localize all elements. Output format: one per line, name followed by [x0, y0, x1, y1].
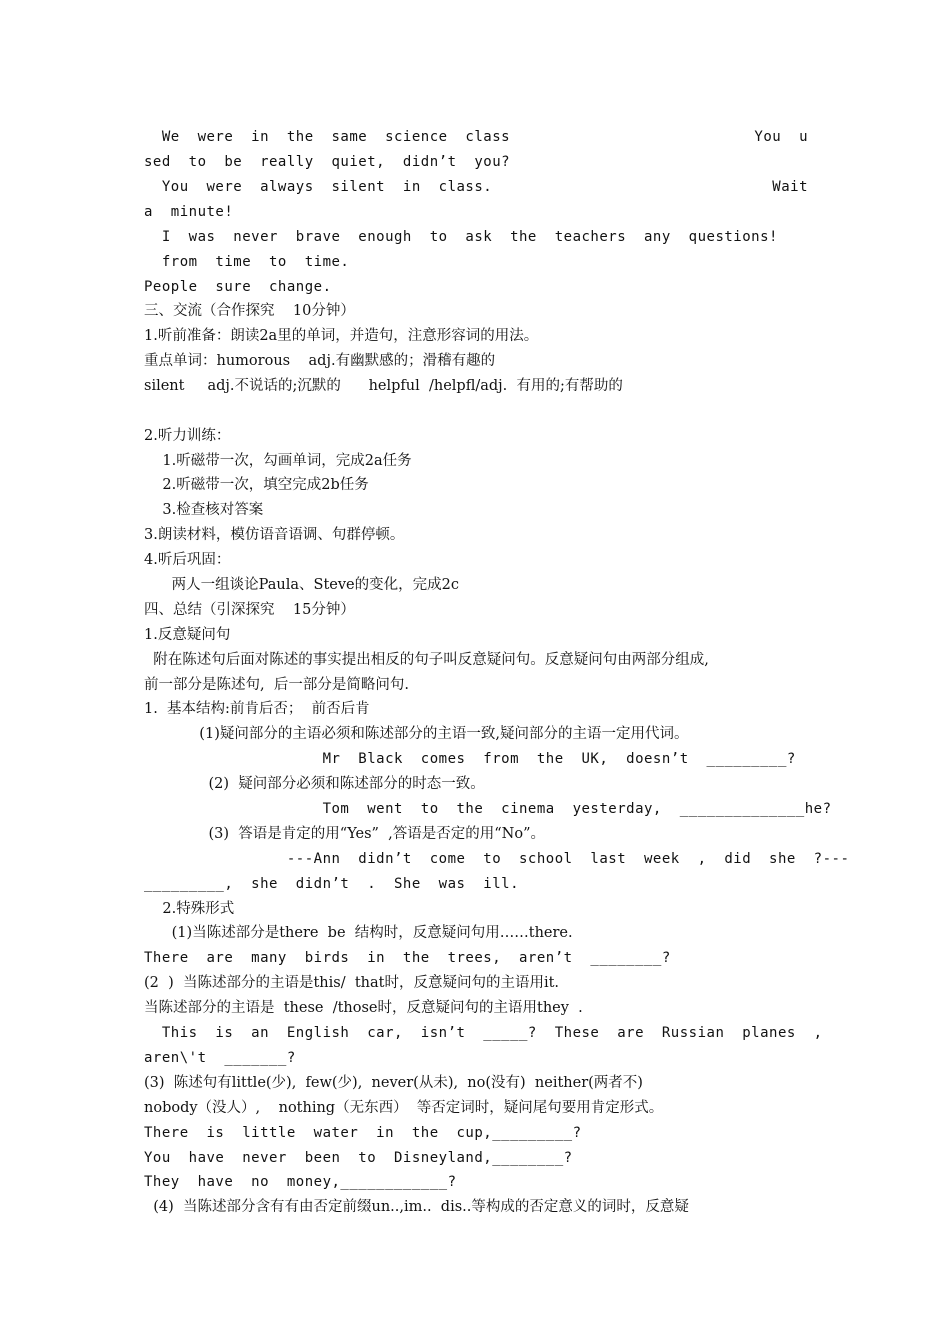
text-line: (1)当陈述部分是there be 结构时，反意疑问句用……there. [144, 925, 573, 941]
text-line: This is an English car, isn’t _____? These are Russian planes , [144, 1025, 823, 1041]
section-heading: 四、总结（引深探究 15分钟） [144, 602, 355, 618]
text-line: Tom went to the cinema yesterday, ______________he? [144, 801, 832, 817]
text-line: I was never brave enough to ask the teachers any questions! [144, 229, 778, 245]
text-line: from time to time. [144, 254, 350, 270]
text-line: 1. 基本结构:前肯后否； 前否后肯 [144, 701, 370, 717]
text-line: 重点单词：humorous adj.有幽默感的；滑稽有趣的 [144, 353, 496, 369]
text-line: They have no money,____________? [144, 1174, 457, 1190]
text-line: aren\'t _______? [144, 1050, 296, 1066]
text-line: We were in the same science class You u [144, 129, 808, 145]
text-line: 当陈述部分的主语是 these /those时，反意疑问句的主语用they . [144, 1000, 583, 1016]
text-line: 3.检查核对答案 [144, 502, 264, 518]
text-line: 前一部分是陈述句, 后一部分是简略问句. [144, 677, 409, 693]
text-line: sed to be really quiet, didn’t you? [144, 154, 511, 170]
text-line: 1.听前准备：朗读2a里的单词，并造句，注意形容词的用法。 [144, 328, 539, 344]
text-line: 2.听磁带一次，填空完成2b任务 [144, 477, 369, 493]
text-line: (4) 当陈述部分含有有由否定前缀un..,im.. dis..等构成的否定意义的词时，反意疑 [144, 1199, 689, 1215]
text-line: 两人一组谈论Paula、Steve的变化，完成2c [144, 577, 459, 593]
text-line: There is little water in the cup,_________? [144, 1125, 582, 1141]
text-line: (2) 疑问部分必须和陈述部分的时态一致。 [144, 776, 485, 792]
text-line: ---Ann didn’t come to school last week , did she ?--- [144, 851, 850, 867]
text-line: 2.特殊形式 [144, 901, 235, 917]
text-line: 2.听力训练： [144, 428, 231, 444]
text-line: (3) 答语是肯定的用“Yes” ,答语是否定的用“No”。 [144, 826, 546, 842]
text-line: 3.朗读材料，模仿语音语调、句群停顿。 [144, 527, 405, 543]
text-line: Mr Black comes from the UK, doesn’t _________? [144, 751, 796, 767]
text-line: _________, she didn’t . She was ill. [144, 876, 520, 892]
text-line: (1)疑问部分的主语必须和陈述部分的主语一致,疑问部分的主语一定用代词。 [144, 726, 689, 742]
text-line: 1.反意疑问句 [144, 627, 231, 643]
text-line: nobody（没人）, nothing（无东西） 等否定词时，疑问尾句要用肯定形式。 [144, 1100, 664, 1116]
text-line: 4.听后巩固： [144, 552, 231, 568]
text-line: silent adj.不说话的;沉默的 helpful /helpfl/adj. 有用的;有帮助的 [144, 378, 623, 394]
section-heading: 三、交流（合作探究 10分钟） [144, 303, 355, 319]
text-line: There are many birds in the trees, aren’t ________? [144, 950, 671, 966]
text-line: You were always silent in class. Wait [144, 179, 808, 195]
text-line: (2 ) 当陈述部分的主语是this/ that时，反意疑问句的主语用it. [144, 975, 560, 991]
text-line: a minute! [144, 204, 234, 220]
text-line: 1.听磁带一次，勾画单词，完成2a任务 [144, 453, 412, 469]
text-line: People sure change. [144, 279, 332, 295]
text-line: (3) 陈述句有little(少), few(少), never(从未), no(没有) neither(两者不) [144, 1075, 643, 1091]
text-line: 附在陈述句后面对陈述的事实提出相反的句子叫反意疑问句。反意疑问句由两部分组成, [144, 652, 709, 668]
text-line: You have never been to Disneyland,________? [144, 1150, 573, 1166]
